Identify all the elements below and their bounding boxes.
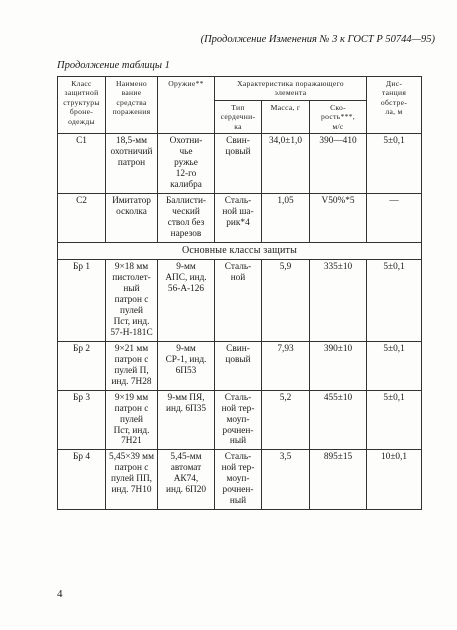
cell-core: Сталь- ной тер- моуп- рочнен- ный — [215, 450, 262, 510]
table-row — [58, 341, 422, 390]
cell-distance: 10±0,1 — [367, 450, 422, 510]
section-title: Основные классы защиты — [58, 243, 422, 260]
cell-core: Свин- цовый — [215, 134, 262, 194]
cell-name: Имитатор осколка — [106, 194, 158, 243]
cell-core: Сталь- ной ша- рик*4 — [215, 194, 262, 243]
page-number: 4 — [57, 588, 63, 600]
cell-speed: 335±10 — [310, 259, 367, 341]
table-header-row — [58, 77, 422, 101]
cell-mass: 1,05 — [262, 194, 310, 243]
cell-distance: — — [367, 194, 422, 243]
header-speed: Ско- рость***, м/с — [310, 100, 367, 133]
cell-weapon: Охотни- чье ружье 12-го калибра — [158, 134, 215, 194]
cell-speed: V50%*5 — [310, 194, 367, 243]
cell-speed: 390—410 — [310, 134, 367, 194]
header-core-type: Тип сердечни- ка — [215, 100, 262, 133]
cell-name: 9×19 мм патрон с пулей Пст, инд. 7Н21 — [106, 390, 158, 450]
table-row — [58, 259, 422, 341]
cell-distance: 5±0,1 — [367, 259, 422, 341]
cell-core: Сталь- ной — [215, 259, 262, 341]
table-row — [58, 134, 422, 194]
cell-speed: 455±10 — [310, 390, 367, 450]
cell-distance: 5±0,1 — [367, 341, 422, 390]
cell-mass: 34,0±1,0 — [262, 134, 310, 194]
cell-weapon: Баллисти- ческий ствол без нарезов — [158, 194, 215, 243]
cell-speed: 895±15 — [310, 450, 367, 510]
cell-name: 5,45×39 мм патрон с пулей ПП, инд. 7Н10 — [106, 450, 158, 510]
cell-class: Бр 1 — [58, 259, 106, 341]
cell-class: С1 — [58, 134, 106, 194]
header-class: Класс защитной структуры броне- одежды — [58, 77, 106, 134]
cell-core: Сталь- ной тер- моуп- рочнен- ный — [215, 390, 262, 450]
table-row — [58, 390, 422, 450]
cell-weapon: 9-мм АПС, инд. 56-А-126 — [158, 259, 215, 341]
cell-core: Свин- цовый — [215, 341, 262, 390]
cell-class: Бр 2 — [58, 341, 106, 390]
cell-distance: 5±0,1 — [367, 134, 422, 194]
header-mass: Масса, г — [262, 100, 310, 133]
cell-name: 18,5-мм охотничий патрон — [106, 134, 158, 194]
cell-weapon: 9-мм ПЯ, инд. 6П35 — [158, 390, 215, 450]
document-header: (Продолжение Изменения № 3 к ГОСТ Р 50744—95) — [200, 34, 435, 45]
table-row — [58, 450, 422, 510]
cell-mass: 5,2 — [262, 390, 310, 450]
cell-mass: 3,5 — [262, 450, 310, 510]
section-row — [58, 243, 422, 260]
cell-name: 9×21 мм патрон с пулей П, инд. 7Н28 — [106, 341, 158, 390]
cell-mass: 5,9 — [262, 259, 310, 341]
cell-weapon: 9-мм СР-1, инд. 6П53 — [158, 341, 215, 390]
cell-class: Бр 3 — [58, 390, 106, 450]
cell-class: Бр 4 — [58, 450, 106, 510]
header-distance: Дис- танция обстре- ла, м — [367, 77, 422, 134]
cell-class: С2 — [58, 194, 106, 243]
header-name: Наимено вание средства поражения — [106, 77, 158, 134]
header-element-characteristics: Характеристика поражающего элемента — [215, 77, 367, 101]
header-weapon: Оружие** — [158, 77, 215, 134]
cell-distance: 5±0,1 — [367, 390, 422, 450]
table-continuation-label: Продолжение таблицы 1 — [57, 60, 170, 71]
cell-speed: 390±10 — [310, 341, 367, 390]
cell-weapon: 5,45-мм автомат АК74, инд. 6П20 — [158, 450, 215, 510]
table-row — [58, 194, 422, 243]
cell-mass: 7,93 — [262, 341, 310, 390]
protection-class-table — [57, 76, 422, 510]
cell-name: 9×18 мм пистолет- ный патрон с пулей Пст, инд. 57-Н-181С — [106, 259, 158, 341]
